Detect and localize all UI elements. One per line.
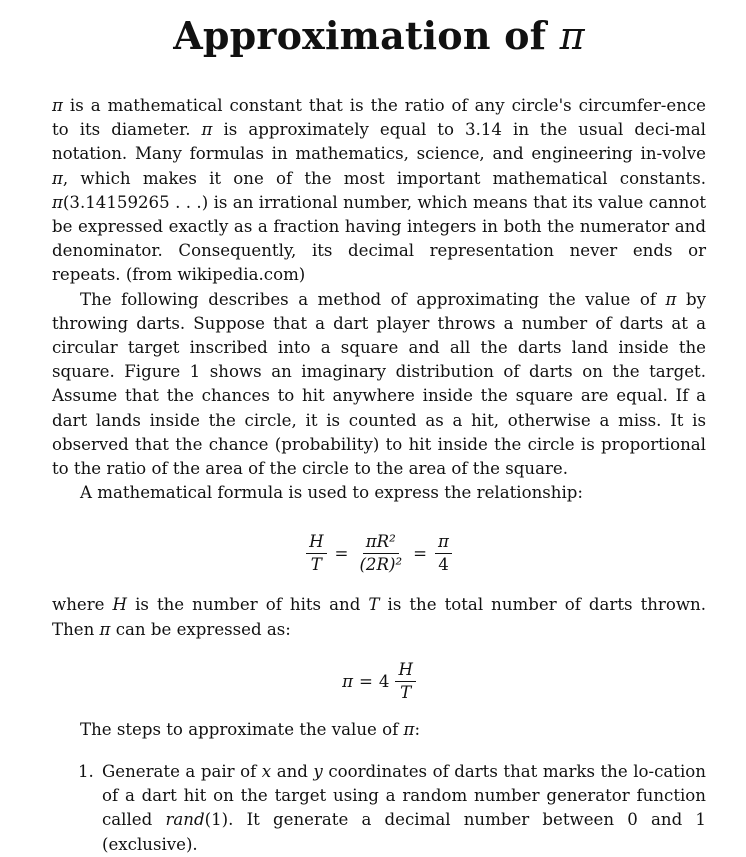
step-text: (1). It generate a decimal number between 0 and 1 (exclusive). xyxy=(102,810,706,854)
step-text: and xyxy=(276,762,308,782)
pi-equation xyxy=(52,656,706,708)
equals-sign: = xyxy=(413,543,428,563)
intro-sentence-1: is a mathematical constant that is the ratio of any circle's circumfer-ence to its diameter. xyxy=(52,96,707,140)
steps-heading-text: The steps to approximate the value of xyxy=(80,719,399,739)
title-text: Approximation of xyxy=(173,13,547,58)
method-sentence-2: by throwing darts. Suppose that a dart player throws a number of darts at a circular target inscribed into a square and all the darts land inside the square. Figure 1 shows an imaginary distribution of darts on the target. Assume that the chances to hit anywhere inside the square are equal. If a dart lands inside the circle, it is counted as a hit, otherwise a miss. It is observed that the chance (probability) to hit inside the circle is proportional to the ratio of the area of the circle to the area of the square. xyxy=(52,289,706,479)
var-t: T xyxy=(368,595,380,615)
var-x: x xyxy=(261,762,272,782)
area-ratio-fraction xyxy=(356,533,405,574)
fraction-denominator: T xyxy=(400,683,412,703)
pi-symbol: π xyxy=(99,619,111,639)
fraction-denominator: T xyxy=(310,554,322,574)
fraction-denominator: 4 xyxy=(438,554,449,574)
formula-intro: A mathematical formula is used to express the relationship: xyxy=(80,483,583,503)
intro-paragraph xyxy=(52,94,706,288)
pi-symbol: π xyxy=(52,96,63,115)
method-paragraph xyxy=(52,288,706,482)
equals-sign: = xyxy=(334,543,349,563)
fraction-numerator: πR² xyxy=(363,533,399,554)
fraction-denominator: (2R)² xyxy=(359,554,403,574)
step-text: coordinates of darts that marks the lo-cation of a dart hit on the target using a random number generator function called xyxy=(102,762,706,830)
pi-symbol: π xyxy=(201,120,213,140)
pi-symbol: π xyxy=(665,289,677,309)
pi-over-four-fraction xyxy=(435,533,452,574)
intro-sentence-2: is approximately equal to 3.14 in the usual deci-mal notation. Many formulas in mathematics, science, and engineering in-volve xyxy=(52,120,706,164)
function-name: rand xyxy=(165,810,205,830)
intro-sentence-3: , which makes it one of the most important mathematical constants. xyxy=(62,168,706,188)
pi-symbol: π xyxy=(403,719,415,739)
intro-sentence-4: (3.14159265 . . .) is an irrational number, which means that its value cannot be expressed exactly as a fraction having integers in both the numerator and denominator. Consequently, its decimal representation never ends or repeats. (from wikipedia.com) xyxy=(52,192,706,285)
variables-text-3: is the total number of darts thrown. Then xyxy=(52,595,707,639)
list-item-number: 1. xyxy=(78,762,94,782)
steps-list xyxy=(52,760,706,857)
title-pi-symbol: π xyxy=(559,14,585,58)
equation-lhs: π xyxy=(342,672,353,692)
probability-equation xyxy=(52,527,706,579)
step-text: Generate a pair of xyxy=(102,762,257,782)
hits-over-total-fraction xyxy=(306,533,326,574)
var-h: H xyxy=(112,595,128,615)
fraction-numerator: π xyxy=(435,533,452,554)
list-item-text xyxy=(102,760,706,857)
fraction-numerator: H xyxy=(306,533,326,554)
hits-over-total-fraction xyxy=(395,661,415,702)
pi-symbol: π xyxy=(52,168,63,188)
variables-text-2: is the number of hits and xyxy=(135,595,361,615)
equation-coefficient: 4 xyxy=(378,672,390,692)
steps-heading-end: : xyxy=(414,719,421,739)
document-page xyxy=(52,0,706,857)
list-item xyxy=(78,760,706,857)
page-title xyxy=(52,14,706,58)
variables-text-1: where xyxy=(52,595,105,615)
variables-paragraph xyxy=(52,593,706,641)
variables-text-4: can be expressed as: xyxy=(115,619,291,639)
equals-sign: = xyxy=(358,672,373,692)
fraction-numerator: H xyxy=(395,661,415,682)
pi-symbol: π xyxy=(52,192,63,212)
var-y: y xyxy=(313,762,323,782)
steps-heading xyxy=(52,718,706,742)
method-sentence-1: The following describes a method of approximating the value of xyxy=(80,289,656,309)
